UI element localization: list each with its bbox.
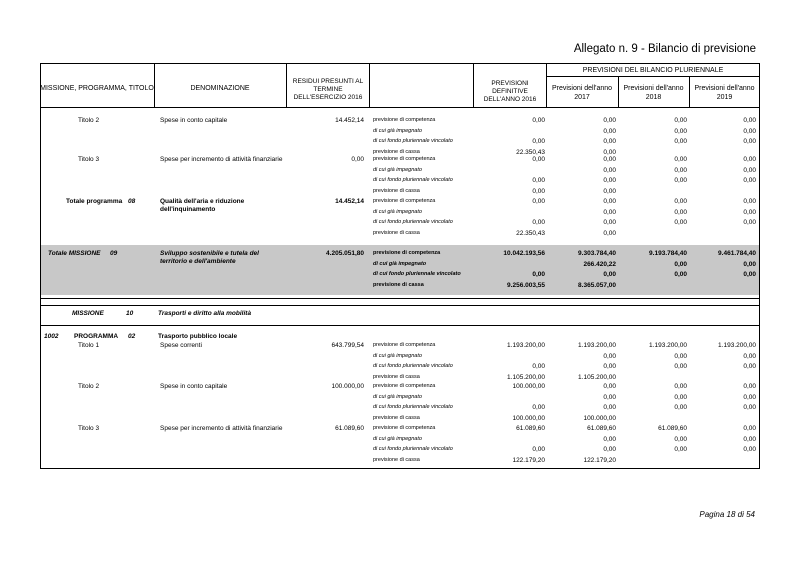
row-label-fpv: di cui fondo pluriennale vincolato [373, 177, 453, 183]
value-cell: 0,00 [743, 352, 756, 360]
value-cell: 22.350,43 [516, 229, 545, 237]
value-cell: 122.179,20 [512, 456, 545, 464]
value-cell: 9.193.784,40 [649, 250, 687, 257]
header-denominazione: DENOMINAZIONE [190, 85, 250, 92]
row-label-impegnato: di cui già impegnato [373, 127, 422, 134]
block-title: Totale MISSIONE [48, 250, 101, 257]
value-cell: 0,00 [743, 219, 756, 226]
programma-name: Trasporto pubblico locale [158, 333, 238, 340]
missione-label: MISSIONE [72, 310, 104, 317]
value-cell: 0,00 [743, 425, 756, 432]
block-code: 08 [128, 198, 136, 205]
value-cell: 0,00 [674, 219, 687, 226]
block-residui: 0,00 [351, 156, 364, 163]
value-cell: 0,00 [674, 446, 687, 453]
value-cell: 0,00 [603, 177, 616, 184]
block-title: Totale programma [66, 198, 123, 205]
value-cell: 0,00 [603, 127, 616, 135]
value-cell: 1.193.200,00 [578, 342, 616, 349]
value-cell: 100.000,00 [512, 414, 545, 422]
value-cell: 266.420,22 [583, 260, 616, 268]
value-cell: 0,00 [674, 138, 687, 145]
table-divider [40, 107, 760, 108]
value-cell: 9.303.784,40 [578, 250, 616, 257]
value-cell: 0,00 [743, 127, 756, 135]
value-cell: 0,00 [743, 166, 756, 174]
row-label-competenza: previsione di competenza [373, 383, 436, 389]
value-cell: 0,00 [532, 187, 545, 195]
value-cell: 0,00 [743, 383, 756, 390]
value-cell: 0,00 [603, 117, 616, 124]
value-cell: 0,00 [532, 156, 545, 163]
value-cell: 0,00 [603, 404, 616, 411]
row-label-impegnato: di cui già impegnato [373, 166, 422, 173]
value-cell: 0,00 [743, 198, 756, 205]
value-cell: 0,00 [743, 404, 756, 411]
document-title: Allegato n. 9 - Bilancio di previsione [573, 43, 756, 55]
value-cell: 8.365.057,00 [578, 281, 616, 289]
value-cell: 0,00 [603, 156, 616, 163]
value-cell: 0,00 [743, 138, 756, 145]
value-cell: 10.042.193,56 [503, 250, 545, 257]
row-label-fpv: di cui fondo pluriennale vincolato [373, 446, 453, 452]
value-cell: 0,00 [532, 117, 545, 124]
value-cell: 0,00 [674, 156, 687, 163]
block-denominazione: Qualità dell'aria e riduzione dell'inquinamento [160, 198, 245, 214]
block-residui: 61.089,60 [335, 425, 364, 432]
value-cell: 0,00 [674, 260, 687, 268]
block-denominazione: Sviluppo sostenibile e tutela del territorio e dell'ambiente [160, 250, 259, 266]
value-cell: 0,00 [674, 166, 687, 174]
block-denominazione: Spese correnti [160, 342, 202, 349]
block-title: Titolo 3 [78, 425, 100, 432]
block-title: Titolo 3 [78, 156, 100, 163]
missione-code: 10 [126, 310, 134, 317]
value-cell: 0,00 [532, 446, 545, 453]
value-cell: 1.105.200,00 [507, 373, 545, 381]
header-2018: Previsioni dell'anno 2018 [623, 85, 684, 101]
value-cell: 0,00 [603, 435, 616, 443]
programma-code: 02 [128, 333, 136, 340]
value-cell: 0,00 [603, 148, 616, 156]
value-cell: 0,00 [743, 271, 756, 278]
value-cell: 1.105.200,00 [578, 373, 616, 381]
value-cell: 0,00 [603, 208, 616, 216]
value-cell: 0,00 [603, 219, 616, 226]
row-label-fpv: di cui fondo pluriennale vincolato [373, 271, 461, 277]
value-cell: 0,00 [603, 138, 616, 145]
value-cell: 0,00 [603, 393, 616, 401]
table-divider [40, 298, 760, 299]
row-label-cassa: previsione di cassa [373, 229, 420, 236]
header-2019: Previsioni dell'anno 2019 [694, 85, 755, 101]
row-label-competenza: previsione di competenza [373, 117, 436, 123]
value-cell: 0,00 [603, 446, 616, 453]
block-residui: 14.452,14 [335, 117, 364, 124]
value-cell: 0,00 [532, 138, 545, 145]
row-label-impegnato: di cui già impegnato [373, 352, 422, 359]
block-residui: 643.799,54 [331, 342, 364, 349]
value-cell: 0,00 [674, 363, 687, 370]
value-cell: 0,00 [603, 383, 616, 390]
row-label-impegnato: di cui già impegnato [373, 393, 422, 400]
value-cell: 0,00 [532, 271, 545, 278]
value-cell: 0,00 [603, 198, 616, 205]
header-residui: RESIDUI PRESUNTI AL TERMINE DELL'ESERCIZIO 2016 [292, 78, 364, 102]
value-cell: 61.089,60 [587, 425, 616, 432]
programma-label: PROGRAMMA [74, 333, 119, 340]
value-cell: 9.461.784,40 [718, 250, 756, 257]
value-cell: 0,00 [674, 393, 687, 401]
value-cell: 0,00 [674, 177, 687, 184]
row-label-competenza: previsione di competenza [373, 250, 441, 256]
block-residui: 14.452,14 [335, 198, 364, 205]
table-divider [546, 76, 760, 77]
value-cell: 0,00 [532, 177, 545, 184]
block-denominazione: Spese in conto capitale [160, 117, 228, 124]
value-cell: 0,00 [674, 127, 687, 135]
value-cell: 9.256.003,55 [507, 281, 545, 289]
header-previsioni-definitive: PREVISIONI DEFINITIVE DELL'ANNO 2016 [483, 80, 537, 104]
value-cell: 0,00 [532, 198, 545, 205]
value-cell: 61.089,60 [516, 425, 545, 432]
row-label-cassa: previsione di cassa [373, 281, 424, 288]
value-cell: 0,00 [603, 352, 616, 360]
value-cell: 0,00 [743, 156, 756, 163]
value-cell: 0,00 [532, 219, 545, 226]
value-cell: 0,00 [743, 363, 756, 370]
row-label-competenza: previsione di competenza [373, 425, 436, 431]
missione-name: Trasporti e diritto alla mobilità [158, 310, 252, 317]
value-cell: 122.179,20 [583, 456, 616, 464]
block-title: Titolo 2 [78, 383, 100, 390]
value-cell: 0,00 [743, 446, 756, 453]
row-label-impegnato: di cui già impegnato [373, 208, 422, 215]
value-cell: 61.089,60 [658, 425, 687, 432]
value-cell: 0,00 [674, 404, 687, 411]
value-cell: 0,00 [743, 260, 756, 268]
row-label-competenza: previsione di competenza [373, 198, 436, 204]
value-cell: 0,00 [674, 117, 687, 124]
value-cell: 0,00 [603, 166, 616, 174]
row-label-cassa: previsione di cassa [373, 414, 420, 421]
programma-number: 1002 [44, 333, 59, 340]
value-cell: 0,00 [532, 404, 545, 411]
row-label-cassa: previsione di cassa [373, 456, 420, 463]
header-missione: MISSIONE, PROGRAMMA, TITOLO [40, 85, 154, 92]
row-label-fpv: di cui fondo pluriennale vincolato [373, 219, 453, 225]
row-label-cassa: previsione di cassa [373, 373, 420, 380]
block-denominazione: Spese in conto capitale [160, 383, 228, 390]
value-cell: 0,00 [743, 177, 756, 184]
table-divider [40, 325, 760, 326]
header-2017: Previsioni dell'anno 2017 [551, 85, 613, 101]
value-cell: 1.193.200,00 [718, 342, 756, 349]
row-label-fpv: di cui fondo pluriennale vincolato [373, 363, 453, 369]
value-cell: 0,00 [743, 208, 756, 216]
row-label-competenza: previsione di competenza [373, 156, 436, 162]
value-cell: 0,00 [674, 435, 687, 443]
row-label-fpv: di cui fondo pluriennale vincolato [373, 404, 453, 410]
value-cell: 0,00 [674, 383, 687, 390]
block-code: 09 [110, 250, 118, 257]
value-cell: 1.193.200,00 [507, 342, 545, 349]
block-denominazione: Spese per incremento di attività finanziarie [160, 425, 283, 432]
page-footer: Pagina 18 di 54 [699, 510, 755, 519]
value-cell: 22.350,43 [516, 148, 545, 156]
value-cell: 0,00 [532, 363, 545, 370]
value-cell: 1.193.200,00 [649, 342, 687, 349]
value-cell: 100.000,00 [512, 383, 545, 390]
column-divider [369, 63, 370, 108]
value-cell: 0,00 [743, 435, 756, 443]
block-residui: 4.205.051,80 [326, 250, 364, 257]
value-cell: 0,00 [603, 187, 616, 195]
row-label-cassa: previsione di cassa [373, 187, 420, 194]
value-cell: 0,00 [603, 271, 616, 278]
row-label-impegnato: di cui già impegnato [373, 260, 427, 267]
value-cell: 0,00 [674, 198, 687, 205]
row-label-impegnato: di cui già impegnato [373, 435, 422, 442]
row-label-competenza: previsione di competenza [373, 342, 436, 348]
block-title: Titolo 2 [78, 117, 100, 124]
block-denominazione: Spese per incremento di attività finanziarie [160, 156, 283, 163]
row-label-cassa: previsione di cassa [373, 148, 420, 155]
value-cell: 100.000,00 [583, 414, 616, 422]
table-divider [40, 305, 760, 306]
row-label-fpv: di cui fondo pluriennale vincolato [373, 138, 453, 144]
value-cell: 0,00 [743, 117, 756, 124]
value-cell: 0,00 [603, 229, 616, 237]
header-pluriennale: PREVISIONI DEL BILANCIO PLURIENNALE [582, 67, 724, 74]
value-cell: 0,00 [603, 363, 616, 370]
block-residui: 100.000,00 [331, 383, 364, 390]
value-cell: 0,00 [674, 352, 687, 360]
value-cell: 0,00 [674, 208, 687, 216]
value-cell: 0,00 [674, 271, 687, 278]
block-title: Titolo 1 [78, 342, 100, 349]
value-cell: 0,00 [743, 393, 756, 401]
